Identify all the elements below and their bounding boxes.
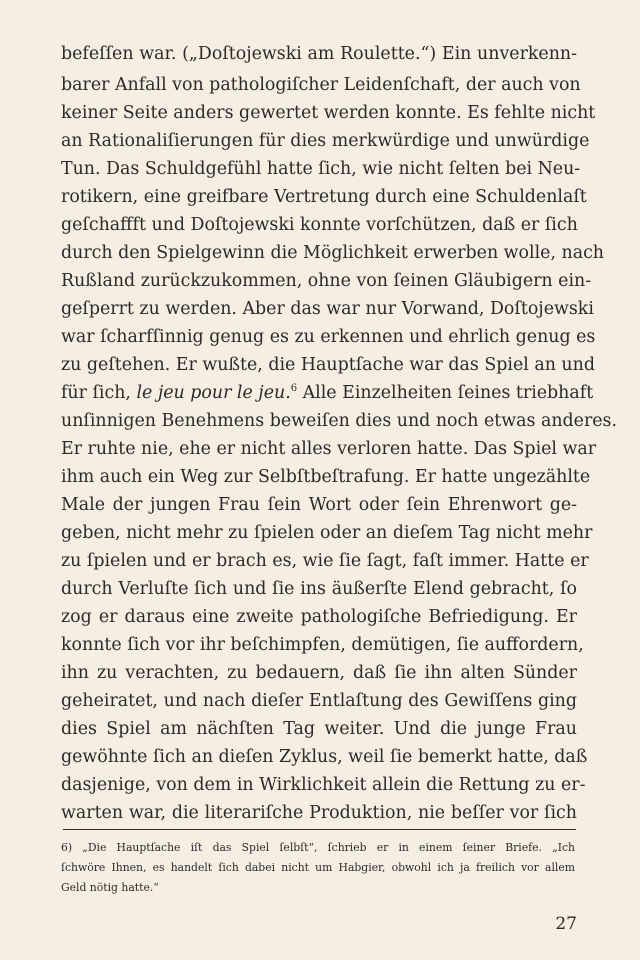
body-line: geſchaffft und Doſtojewski konnte vorſchützen, daß er ſich	[61, 215, 578, 235]
body-line: keiner Seite anders gewertet werden konnte. Es fehlte nicht	[61, 103, 596, 123]
body-line: ihm auch ein Weg zur Selbſtbeſtrafung. Er hatte ungezählte	[61, 467, 591, 487]
body-line: Er ruhte nie, ehe er nicht alles verloren hatte. Das Spiel war	[61, 439, 597, 459]
footnote-reference: 6	[290, 383, 298, 395]
body-line: war ſcharfſinnig genug es zu erkennen und ehrlich genug es	[61, 327, 596, 347]
line-end: Alle Einzelheiten ſeines triebhaft	[302, 383, 594, 403]
body-line: durch den Spielgewinn die Möglichkeit erwerben wolle, nach	[61, 243, 605, 263]
body-line: geben, nicht mehr zu ſpielen oder an dieſem Tag nicht mehr	[61, 523, 593, 543]
body-line: ihn zu verachten, zu bedauern, daß ſie ihn alten Sünder	[61, 663, 577, 683]
body-line: konnte ſich vor ihr beſchimpfen, demütigen, ſie auffordern,	[61, 635, 584, 655]
body-line: zu ſpielen und er brach es, wie ſie ſagt, faſt immer. Hatte er	[61, 551, 589, 571]
body-line: dies Spiel am nächſten Tag weiter. Und die junge Frau	[61, 719, 577, 739]
footnote-divider	[63, 829, 576, 830]
body-line: Tun. Das Schuldgefühl hatte ſich, wie nicht ſelten bei Neu-	[61, 159, 581, 179]
body-line: warten war, die literariſche Produktion, nie beſſer vor ſich	[61, 803, 577, 823]
body-line: dasjenige, von dem in Wirklichkeit allein die Rettung zu er-	[61, 775, 586, 795]
line-start: für ſich,	[61, 383, 131, 403]
body-line: unſinnigen Benehmens beweiſen dies und noch etwas anderes.	[61, 411, 618, 431]
body-line: gewöhnte ſich an dieſen Zyklus, weil ſie bemerkt hatte, daß	[61, 747, 588, 767]
footnote-line: 6) „Die Hauptſache iſt das Spiel ſelbſt“, ſchrieb er in einem ſeiner Briefe. „Ich	[61, 841, 575, 854]
footnote-line: ſchwöre Ihnen, es handelt ſich dabei nicht um Habgier, obwohl ich ja freilich vor allem	[61, 861, 575, 874]
page-number: 27	[555, 914, 577, 934]
body-line: geſperrt zu werden. Aber das war nur Vorwand, Doſtojewski	[61, 299, 594, 319]
body-line: zu geſtehen. Er wußte, die Hauptſache war das Spiel an und	[61, 355, 595, 375]
body-line: durch Verluſte ſich und ſie ins äußerſte Elend gebracht, ſo	[61, 579, 577, 599]
body-line: an Rationaliſierungen für dies merkwürdige und unwürdige	[61, 131, 590, 151]
footnote-line: Geld nötig hatte.“	[61, 881, 159, 894]
body-line: rotikern, eine greifbare Vertretung durch eine Schuldenlaſt	[61, 187, 587, 207]
body-line: barer Anfall von pathologiſcher Leidenſchaft, der auch von	[61, 75, 581, 95]
body-line: zog er daraus eine zweite pathologiſche Befriedigung. Er	[61, 607, 577, 627]
body-line-with-italic	[61, 383, 594, 403]
body-line: befeſſen war. („Doſtojewski am Roulette.“) Ein unverkenn-	[61, 44, 577, 64]
italic-phrase: le jeu pour le jeu.	[136, 383, 291, 403]
body-line: Rußland zurückzukommen, ohne von ſeinen Gläubigern ein-	[61, 271, 592, 291]
body-line: geheiratet, und nach dieſer Entlaſtung des Gewiſſens ging	[61, 691, 577, 711]
body-line: Male der jungen Frau ſein Wort oder ſein Ehrenwort ge-	[61, 495, 577, 515]
